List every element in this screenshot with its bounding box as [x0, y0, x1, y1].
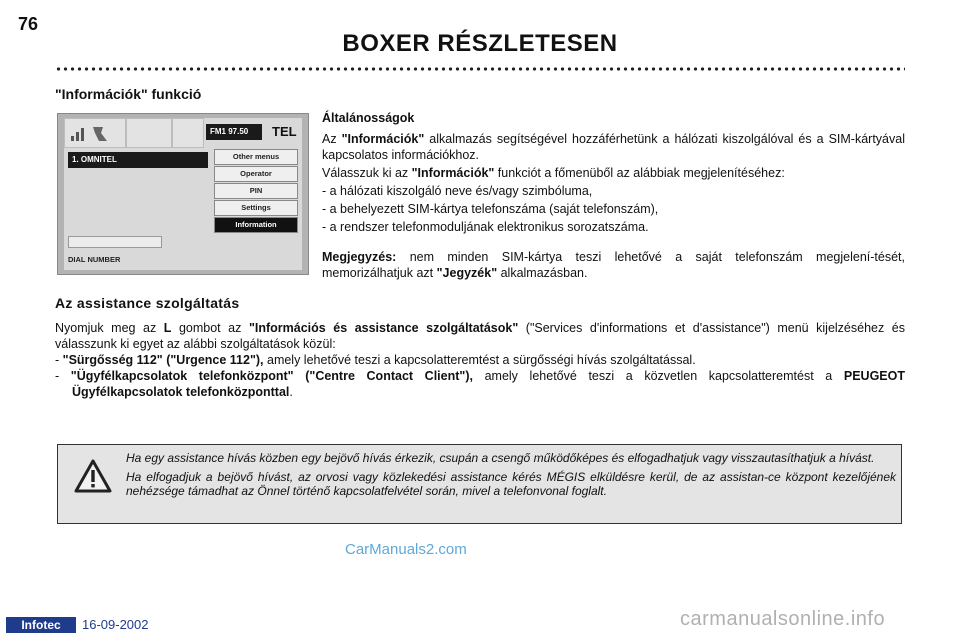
note-label: Megjegyzés: [322, 250, 397, 264]
dotted-divider [55, 66, 905, 72]
network-name: 1. OMNITEL [68, 152, 208, 168]
bold-term: "Jegyzék" [436, 266, 498, 280]
info-paragraph-2 [322, 165, 905, 181]
list-item: - a rendszer telefonmoduljának elektronikus sorozatszáma. [322, 220, 649, 234]
bold-term: "Ügyfélkapcsolatok telefonközpont" ("Centre Contact Client"), [70, 369, 473, 383]
screen-menu-item: Operator [214, 166, 298, 182]
screen-menu-item: Information [214, 217, 298, 233]
dial-number-field [68, 236, 162, 248]
assistance-text-block [55, 320, 905, 400]
list-item [55, 352, 905, 368]
bold-term: "Információs és assistance szolgáltatások" [248, 321, 519, 335]
status-icons-cell [64, 118, 126, 148]
text-run: - [55, 353, 63, 367]
dial-number-label: DIAL NUMBER [68, 255, 121, 264]
assistance-intro [55, 320, 905, 352]
radio-frequency-display: FM1 97.50 [206, 124, 262, 140]
text-run: nem minden SIM-kártya teszi lehetővé a saját telefonszám megjelení-tését, memorizálhatjuk azt [322, 250, 905, 280]
bold-term: "Sürgősség 112" ("Urgence 112"), [62, 353, 264, 367]
text-run: ("Services d'informations et d'assistance") menü kijelzéséhez és válasszunk ki egyet az alábbi szolgáltatások közül: [55, 321, 905, 351]
section-title-assistance: Az assistance szolgáltatás [55, 295, 240, 311]
screen-menu-item: Other menus [214, 149, 298, 165]
list-item: - a hálózati kiszolgáló neve és/vagy szimbóluma, [322, 184, 593, 198]
screen-menu-item: PIN [214, 183, 298, 199]
general-subtitle: Általánosságok [322, 111, 415, 125]
tel-label: TEL [272, 124, 297, 139]
text-run: gombot az [171, 321, 249, 335]
display-screen-inner [64, 118, 302, 270]
warning-box [57, 444, 902, 524]
key-label: L [163, 321, 172, 335]
note-paragraph [322, 249, 905, 281]
status-cell-2 [126, 118, 172, 148]
info-paragraph-1 [322, 131, 905, 163]
bold-term: PEUGEOT Ügyfélkapcsolatok telefonközponttal [72, 369, 905, 399]
text-run: Válasszuk ki az [322, 166, 412, 180]
text-run: amely lehetővé teszi a közvetlen kapcsolatteremtést a [472, 369, 844, 383]
warning-text [126, 451, 896, 503]
status-cell-3 [172, 118, 204, 148]
text-run: alkalmazásban. [497, 266, 588, 280]
bold-term: "Információk" [341, 132, 425, 146]
text-run: Az [322, 132, 342, 146]
footer-date: 16-09-2002 [82, 617, 149, 632]
watermark-carmanualsonline: carmanualsonline.info [680, 608, 886, 630]
text-run: Nyomjuk meg az [55, 321, 164, 335]
information-text-block [322, 110, 905, 283]
warning-paragraph-2: Ha elfogadjuk a bejövő hívást, az orvosi vagy közlekedési assistance kérés MÉGIS elküldésre kerül, de az assistan-ce központ kezelőjének nehézsége támadhat az Önnel történő kapcsolatfelvétel során, mivel a telefonvonal foglalt. [126, 470, 896, 498]
page-number: 76 [18, 14, 39, 34]
warning-triangle-icon [74, 459, 112, 493]
text-run: funkciót a főmenüből az alábbiak megjelenítéséhez: [494, 166, 785, 180]
text-run: - [55, 369, 71, 383]
bold-term: "Információk" [411, 166, 495, 180]
list-item [55, 368, 905, 400]
watermark-carmanuals2: CarManuals2.com [345, 541, 467, 558]
list-item: - a behelyezett SIM-kártya telefonszáma (saját telefonszám), [322, 202, 659, 216]
text-run: amely lehetővé teszi a kapcsolatteremtést a sürgősségi hívás szolgáltatással. [263, 353, 696, 367]
section-title-information: "Információk" funkció [55, 86, 202, 102]
screen-menu-item: Settings [214, 200, 298, 216]
warning-paragraph-1: Ha egy assistance hívás közben egy bejövő hívás érkezik, csupán a csengő működőképes és elfogadhatjuk vagy visszautasíthatjuk a hívást. [126, 451, 875, 465]
display-screen-illustration [57, 113, 309, 275]
text-run: . [289, 385, 293, 399]
text-run: alkalmazás segítségével hozzáférhetünk a hálózati kiszolgálóval és a SIM-kártyával kapcsolatos információkhoz. [322, 132, 905, 162]
signal-phone-icon [69, 124, 117, 142]
infotec-logo: Infotec [6, 617, 76, 633]
page-title: BOXER RÉSZLETESEN [342, 30, 618, 57]
